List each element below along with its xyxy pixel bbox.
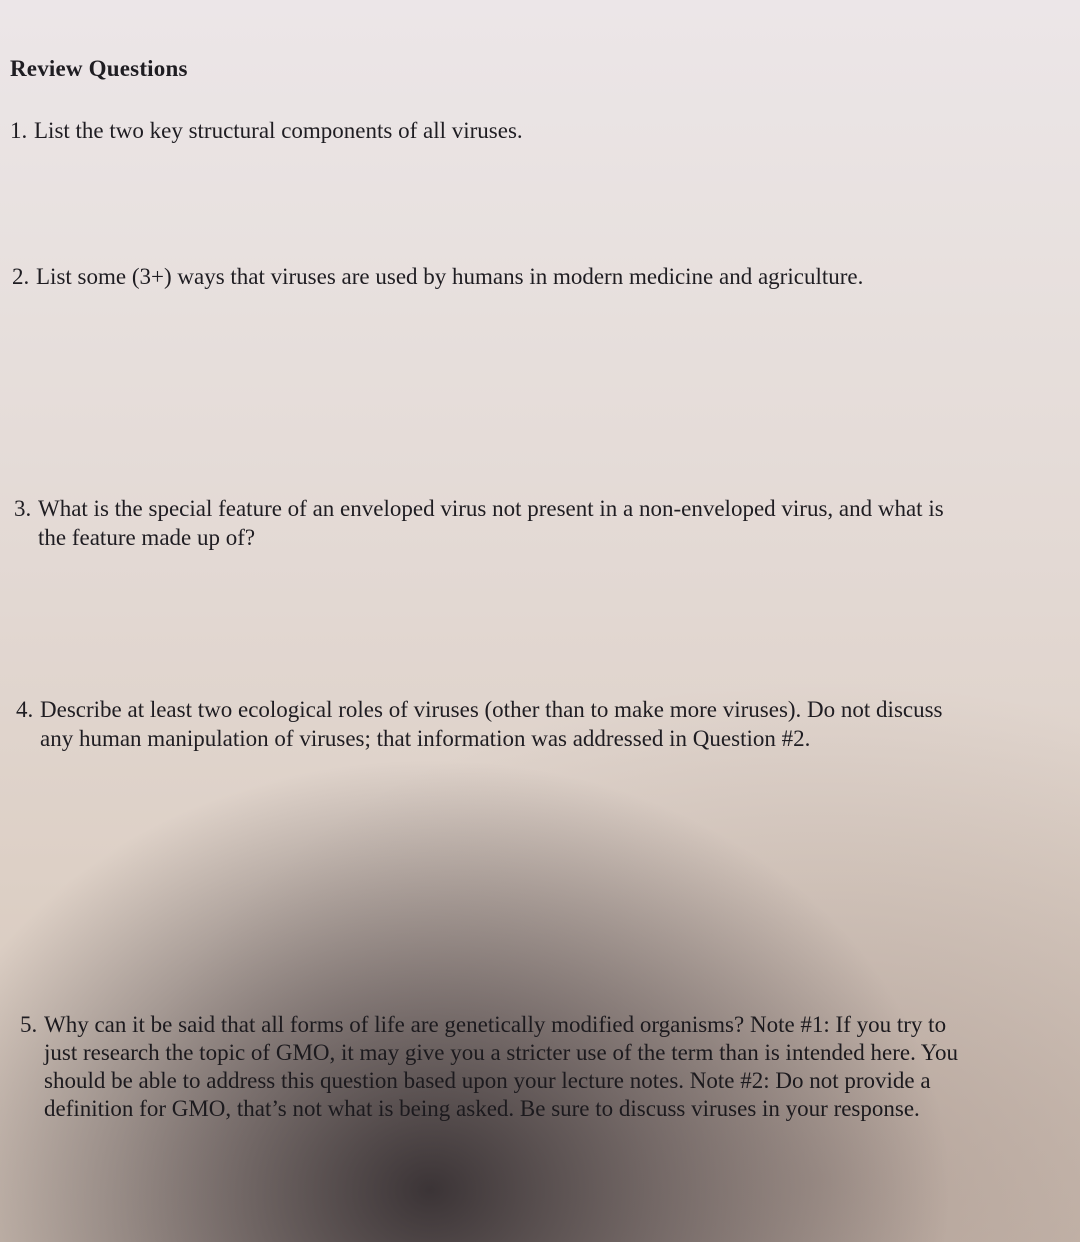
question-number: 1. bbox=[10, 118, 28, 143]
question-text: What is the special feature of an enveloped virus not present in a non-enveloped virus, and what is the feature made up of? bbox=[38, 496, 944, 550]
question-text: Why can it be said that all forms of life are genetically modified organisms? Note #1: If you try to just research the topic of GMO, it may give you a stricter use of the term than is intended here. You should be able to address this question based upon your lecture notes. Note #2: Do not provide a definition for GMO, that’s not what is being asked. Be sure to discuss viruses in your response. bbox=[44, 1012, 959, 1121]
question-5 bbox=[20, 1011, 980, 1123]
question-number: 3. bbox=[14, 496, 32, 521]
question-2 bbox=[12, 262, 1052, 291]
worksheet-heading: Review Questions bbox=[10, 56, 188, 81]
question-number: 5. bbox=[20, 1012, 38, 1037]
question-1 bbox=[10, 116, 1050, 145]
question-4 bbox=[16, 695, 976, 753]
question-number: 4. bbox=[16, 697, 34, 722]
question-text: List the two key structural components of all viruses. bbox=[34, 118, 523, 143]
question-3 bbox=[14, 494, 974, 552]
question-number: 2. bbox=[12, 264, 30, 289]
question-text: List some (3+) ways that viruses are used by humans in modern medicine and agriculture. bbox=[36, 264, 864, 289]
question-text: Describe at least two ecological roles of viruses (other than to make more viruses). Do not discuss any human manipulation of viruses; that information was addressed in Question #2. bbox=[40, 697, 943, 751]
